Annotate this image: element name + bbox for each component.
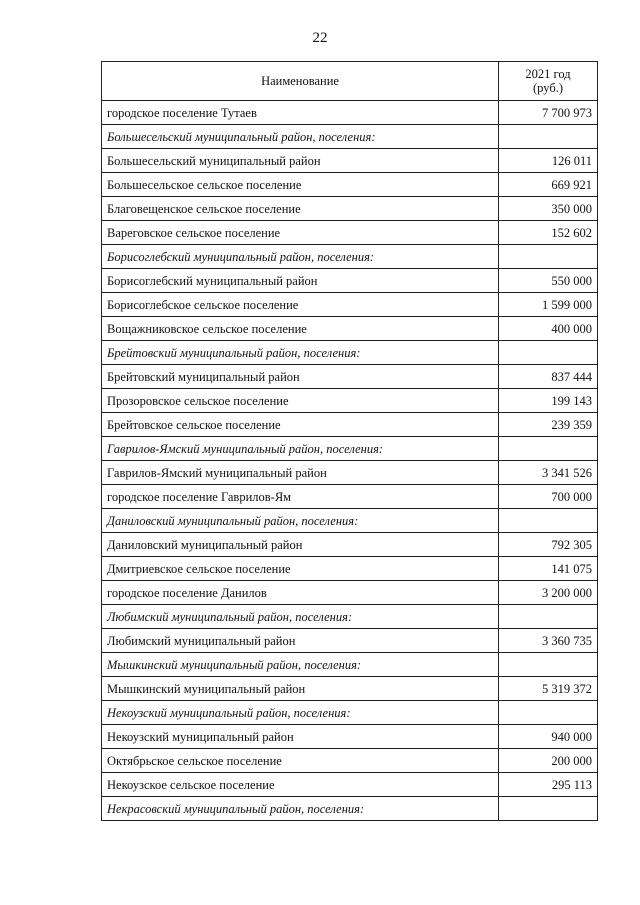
amount-cell bbox=[499, 125, 598, 149]
group-heading-cell: Борисоглебский муниципальный район, поселения: bbox=[102, 245, 499, 269]
name-cell: Октябрьское сельское поселение bbox=[102, 749, 499, 773]
group-heading-cell: Брейтовский муниципальный район, поселения: bbox=[102, 341, 499, 365]
amount-cell: 3 200 000 bbox=[499, 581, 598, 605]
group-heading-cell: Некоузский муниципальный район, поселения: bbox=[102, 701, 499, 725]
name-cell: Вощажниковское сельское поселение bbox=[102, 317, 499, 341]
group-heading-cell: Некрасовский муниципальный район, поселения: bbox=[102, 797, 499, 821]
table-group-row bbox=[102, 797, 598, 821]
amount-cell: 7 700 973 bbox=[499, 101, 598, 125]
amount-cell: 3 341 526 bbox=[499, 461, 598, 485]
table-group-row bbox=[102, 509, 598, 533]
amount-cell: 1 599 000 bbox=[499, 293, 598, 317]
table-row bbox=[102, 629, 598, 653]
name-cell: Брейтовское сельское поселение bbox=[102, 413, 499, 437]
amount-cell: 550 000 bbox=[499, 269, 598, 293]
table-group-row bbox=[102, 653, 598, 677]
amount-cell: 3 360 735 bbox=[499, 629, 598, 653]
amount-cell: 350 000 bbox=[499, 197, 598, 221]
amount-cell bbox=[499, 245, 598, 269]
name-cell: Вареговское сельское поселение bbox=[102, 221, 499, 245]
name-cell: Даниловский муниципальный район bbox=[102, 533, 499, 557]
group-heading-cell: Любимский муниципальный район, поселения: bbox=[102, 605, 499, 629]
table-row bbox=[102, 749, 598, 773]
column-header-year: 2021 год bbox=[525, 67, 571, 81]
table-group-row bbox=[102, 245, 598, 269]
group-heading-cell: Мышкинский муниципальный район, поселения: bbox=[102, 653, 499, 677]
name-cell: Благовещенское сельское поселение bbox=[102, 197, 499, 221]
table-row bbox=[102, 221, 598, 245]
amount-cell bbox=[499, 605, 598, 629]
name-cell: Мышкинский муниципальный район bbox=[102, 677, 499, 701]
amount-cell: 792 305 bbox=[499, 533, 598, 557]
name-cell: Некоузский муниципальный район bbox=[102, 725, 499, 749]
table-row bbox=[102, 461, 598, 485]
header-row bbox=[102, 62, 598, 101]
group-heading-cell: Гаврилов-Ямский муниципальный район, поселения: bbox=[102, 437, 499, 461]
name-cell: городское поселение Гаврилов-Ям bbox=[102, 485, 499, 509]
name-cell: Дмитриевское сельское поселение bbox=[102, 557, 499, 581]
amount-cell: 141 075 bbox=[499, 557, 598, 581]
table-row bbox=[102, 149, 598, 173]
group-heading-cell: Большесельский муниципальный район, поселения: bbox=[102, 125, 499, 149]
table-row bbox=[102, 365, 598, 389]
group-heading-cell: Даниловский муниципальный район, поселения: bbox=[102, 509, 499, 533]
name-cell: городское поселение Данилов bbox=[102, 581, 499, 605]
table-row bbox=[102, 557, 598, 581]
table-group-row bbox=[102, 341, 598, 365]
amount-cell: 837 444 bbox=[499, 365, 598, 389]
table-group-row bbox=[102, 605, 598, 629]
amount-cell bbox=[499, 509, 598, 533]
column-header-name: Наименование bbox=[102, 62, 499, 101]
table-row bbox=[102, 413, 598, 437]
table-row bbox=[102, 581, 598, 605]
amount-cell bbox=[499, 653, 598, 677]
table-row bbox=[102, 773, 598, 797]
table-row bbox=[102, 317, 598, 341]
table-body bbox=[102, 101, 598, 821]
budget-table bbox=[101, 61, 598, 821]
name-cell: Борисоглебский муниципальный район bbox=[102, 269, 499, 293]
name-cell: Прозоровское сельское поселение bbox=[102, 389, 499, 413]
amount-cell: 5 319 372 bbox=[499, 677, 598, 701]
table-row bbox=[102, 725, 598, 749]
amount-cell bbox=[499, 701, 598, 725]
table-group-row bbox=[102, 437, 598, 461]
table-row bbox=[102, 101, 598, 125]
table-group-row bbox=[102, 125, 598, 149]
table-header bbox=[102, 62, 598, 101]
amount-cell: 295 113 bbox=[499, 773, 598, 797]
amount-cell: 152 602 bbox=[499, 221, 598, 245]
name-cell: Борисоглебское сельское поселение bbox=[102, 293, 499, 317]
name-cell: городское поселение Тутаев bbox=[102, 101, 499, 125]
page-number: 22 bbox=[312, 30, 328, 46]
name-cell: Некоузское сельское поселение bbox=[102, 773, 499, 797]
table-row bbox=[102, 485, 598, 509]
table-group-row bbox=[102, 701, 598, 725]
amount-cell: 200 000 bbox=[499, 749, 598, 773]
table-row bbox=[102, 677, 598, 701]
name-cell: Брейтовский муниципальный район bbox=[102, 365, 499, 389]
amount-cell: 669 921 bbox=[499, 173, 598, 197]
amount-cell bbox=[499, 341, 598, 365]
column-header-amount bbox=[499, 62, 598, 101]
table-row bbox=[102, 269, 598, 293]
amount-cell: 126 011 bbox=[499, 149, 598, 173]
amount-cell: 400 000 bbox=[499, 317, 598, 341]
amount-cell bbox=[499, 797, 598, 821]
table-row bbox=[102, 173, 598, 197]
name-cell: Большесельское сельское поселение bbox=[102, 173, 499, 197]
column-header-unit: (руб.) bbox=[533, 81, 563, 95]
table-row bbox=[102, 533, 598, 557]
amount-cell: 199 143 bbox=[499, 389, 598, 413]
amount-cell: 239 359 bbox=[499, 413, 598, 437]
table-row bbox=[102, 293, 598, 317]
name-cell: Большесельский муниципальный район bbox=[102, 149, 499, 173]
amount-cell: 700 000 bbox=[499, 485, 598, 509]
table-row bbox=[102, 389, 598, 413]
name-cell: Гаврилов-Ямский муниципальный район bbox=[102, 461, 499, 485]
table-row bbox=[102, 197, 598, 221]
amount-cell bbox=[499, 437, 598, 461]
name-cell: Любимский муниципальный район bbox=[102, 629, 499, 653]
amount-cell: 940 000 bbox=[499, 725, 598, 749]
